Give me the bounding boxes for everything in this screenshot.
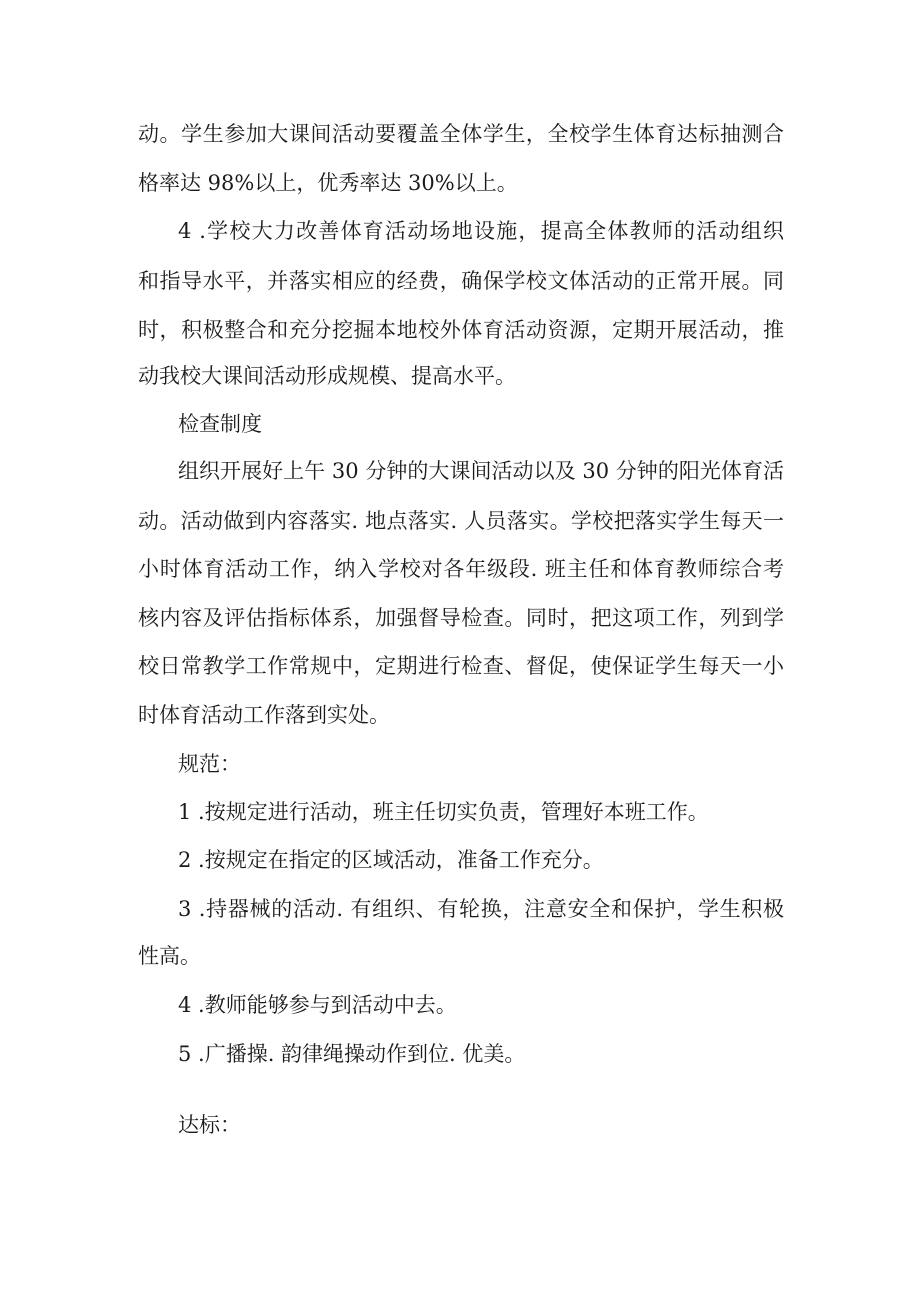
- list-item-line: 4 .教师能够参与到活动中去。: [178, 993, 457, 1017]
- paragraph-line: 和指导水平，并落实相应的经费，确保学校文体活动的正常开展。同: [138, 269, 784, 293]
- list-item-line: 5 .广播操. 韵律绳操动作到位. 优美。: [178, 1042, 526, 1066]
- paragraph-line: 时，积极整合和充分挖掘本地校外体育活动资源，定期开展活动，推: [138, 318, 784, 342]
- section-heading: 达标：: [178, 1113, 241, 1137]
- list-item-line: 性高。: [138, 944, 201, 968]
- list-item-line: 4 .学校大力改善体育活动场地设施，提高全体教师的活动组织: [178, 219, 784, 243]
- paragraph-line: 格率达 98%以上，优秀率达 30%以上。: [138, 171, 518, 195]
- paragraph-line: 校日常教学工作常规中，定期进行检查、督促，使保证学生每天一小: [138, 654, 784, 678]
- paragraph-line: 组织开展好上午 30 分钟的大课间活动以及 30 分钟的阳光体育活: [178, 459, 784, 483]
- paragraph-line: 动。活动做到内容落实. 地点落实. 人员落实。学校把落实学生每天一: [138, 509, 784, 533]
- paragraph-line: 小时体育活动工作，纳入学校对各年级段. 班主任和体育教师综合考: [138, 557, 784, 581]
- paragraph-line: 动我校大课间活动形成规模、提高水平。: [138, 364, 516, 388]
- paragraph-line: 时体育活动工作落到实处。: [138, 703, 390, 727]
- list-item-line: 2 .按规定在指定的区域活动，准备工作充分。: [178, 848, 604, 872]
- paragraph-line: 动。学生参加大课间活动要覆盖全体学生，全校学生体育达标抽测合: [138, 122, 784, 146]
- section-heading: 规范：: [178, 752, 241, 776]
- list-item-line: 3 .持器械的活动. 有组织、有轮换，注意安全和保护，学生积极: [178, 897, 784, 921]
- paragraph-line: 核内容及评估指标体系，加强督导检查。同时，把这项工作，列到学: [138, 606, 784, 630]
- list-item-line: 1 .按规定进行活动，班主任切实负责，管理好本班工作。: [178, 800, 709, 824]
- section-heading: 检查制度: [178, 412, 262, 436]
